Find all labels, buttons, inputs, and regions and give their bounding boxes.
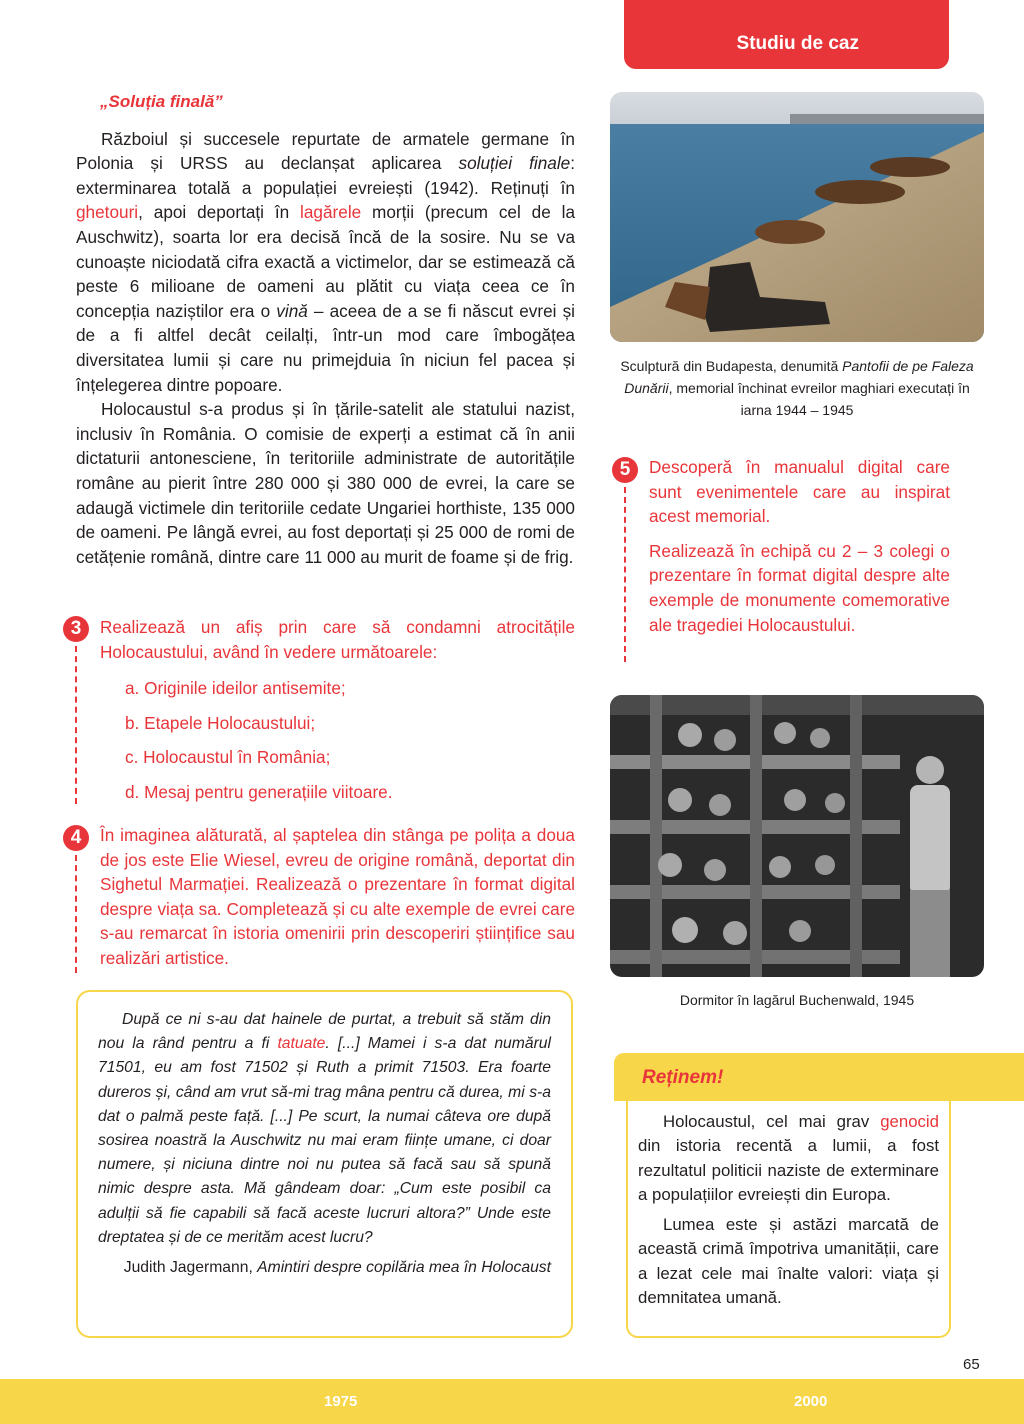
article-paragraph-2: Holocaustul s-a produs și în țările-satelit ale statului nazist, inclusiv în România. O comisie de experți a estimat că în anii dictaturii antonesciene, în teritoriile administrate de autoritățile române au pierit între 280 000 și 380 000 de evrei, la care se adaugă victimele din teritoriile cedate Ungariei horthiste, 135 000 de oameni. Pe lângă evrei, au fost deportați și 25 000 de romi de cetățenie română, dintre care 11 000 au murit de foame și de frig. <box>76 399 575 567</box>
task-4 <box>100 823 575 971</box>
task-3-divider <box>75 646 77 804</box>
buchenwald-image <box>610 695 984 977</box>
task-5-text-1: Descoperă în manualul digital care sunt evenimentele care au inspirat acest memorial. <box>649 457 950 527</box>
list-item: b. Etapele Holocaustului; <box>125 712 316 733</box>
retinem-paragraph-1: Holocaustul, cel mai grav genocid din istoria recentă a lumii, a fost rezultatul politicii naziste de exterminare a populațiilor evreiești din Europa. <box>638 1112 939 1204</box>
task-4-divider <box>75 855 77 973</box>
term-lagarele[interactable]: lagărele <box>300 202 362 223</box>
retinem-paragraph-2: Lumea este și astăzi marcată de această crimă împotriva umanității, care a lezat cele mai înalte valori: viața și demnitatea umană. <box>638 1215 939 1308</box>
term-tatuate[interactable]: tatuate <box>277 1035 326 1053</box>
quote-box <box>76 990 573 1338</box>
main-article <box>76 90 575 569</box>
quote-text: După ce ni s-au dat hainele de purtat, a trebuit să stăm din nou la rând pentru a fi tatuate. [...] Mamei i s-a dat numărul 71501, eu am fost 71502 și Ruth a primit 71503. Era foarte dureros și, când am vrut să-mi trag mâna pentru că durea, mi s-a dat o palmă peste față. [...] Pe scurt, la numai câteva ore după sosirea noastră la Auschwitz nu mai eram ființe umane, ci doar numere, și niciuna dintre noi nu putea să facă sau să spună nimic despre asta. Mă gândeam doar: „Cum este posibil ca adulții să fie capabili să facă aceste lucruri altora?” Unde este dreptatea și de ce merităm acest lucru? <box>98 1011 552 1246</box>
term-ghetouri[interactable]: ghetouri <box>76 202 139 223</box>
shoes-memorial-photo <box>610 92 984 342</box>
timeline-year-right: 2000 <box>794 1393 828 1410</box>
task-5-number: 5 <box>612 457 638 483</box>
retinem-box <box>626 1098 951 1338</box>
article-title: „Soluția finală” <box>100 92 223 111</box>
article-paragraph-1: Războiul și succesele repurtate de armatele germane în Polonia și URSS au declanșat aplicarea soluției finale: exterminarea totală a populației evreiești (1942). Reținuți în ghetouri, apoi deportați în lagărele morții (precum cel de la Auschwitz), soarta lor era decisă încă de la sosire. Nu se va cunoaște niciodată cifra exactă a victimelor, dar se estimează că peste 6 milioane de oameni au plătit cu viața ceea ce în concepția naziștilor era o vină – aceea de a se fi născut evrei și de a fi altfel decât ceilalți, într-un mod care îmbogățea diversitatea lumii și care nu primejduia în niciun fel pacea și înțelegerea dintre popoare. <box>76 128 576 395</box>
task-3-number: 3 <box>63 616 89 642</box>
task-3-list <box>125 676 575 804</box>
task-4-text: În imaginea alăturată, al șaptelea din stânga pe polița a doua de jos este Elie Wiesel, evreu de origine română, deportat din Sighetul Marmației. Realizează o prezentare în format digital despre viața sa. Completează și cu alte exemple de evrei care s-au remarcat în istoria omenirii prin descoperiri științifice sau realizări artistice. <box>100 825 575 968</box>
timeline-year-left: 1975 <box>324 1393 358 1410</box>
buchenwald-caption: Dormitor în lagărul Buchenwald, 1945 <box>679 992 915 1008</box>
retinem-header <box>614 1053 1024 1101</box>
list-item: a. Originile ideilor antisemite; <box>125 678 346 699</box>
term-genocid[interactable]: genocid <box>880 1112 939 1131</box>
section-tab-label: Studiu de caz <box>736 33 859 54</box>
list-item: c. Holocaustul în România; <box>125 747 331 768</box>
task-5-text-2: Realizează în echipă cu 2 – 3 colegi o prezentare în format digital despre alte exemple de monumente comemorative ale tragediei Holocaustului. <box>649 540 950 635</box>
retinem-title: Reținem! <box>642 1067 724 1088</box>
section-tab <box>624 0 949 69</box>
page-number: 65 <box>963 1356 980 1373</box>
task-5-divider <box>624 487 626 662</box>
timeline-footer <box>0 1379 1024 1424</box>
buchenwald-photo <box>610 695 984 977</box>
task-3-text: Realizează un afiș prin care să condamni atrocitățile Holocaustului, având în vedere următoarele: <box>100 617 575 662</box>
task-4-number: 4 <box>63 825 89 851</box>
shoes-memorial-caption: Sculptură din Budapesta, denumită Pantofii de pe Faleza Dunării, memorial închinat evreilor maghiari executați în iarna 1944 – 1945 <box>620 358 974 418</box>
shoes-memorial-image <box>610 92 984 342</box>
quote-source: Judith Jagermann, Amintiri despre copilăria mea în Holocaust <box>123 1259 551 1277</box>
list-item: d. Mesaj pentru generațiile viitoare. <box>125 781 393 802</box>
task-3 <box>100 615 575 815</box>
task-5 <box>649 455 950 637</box>
